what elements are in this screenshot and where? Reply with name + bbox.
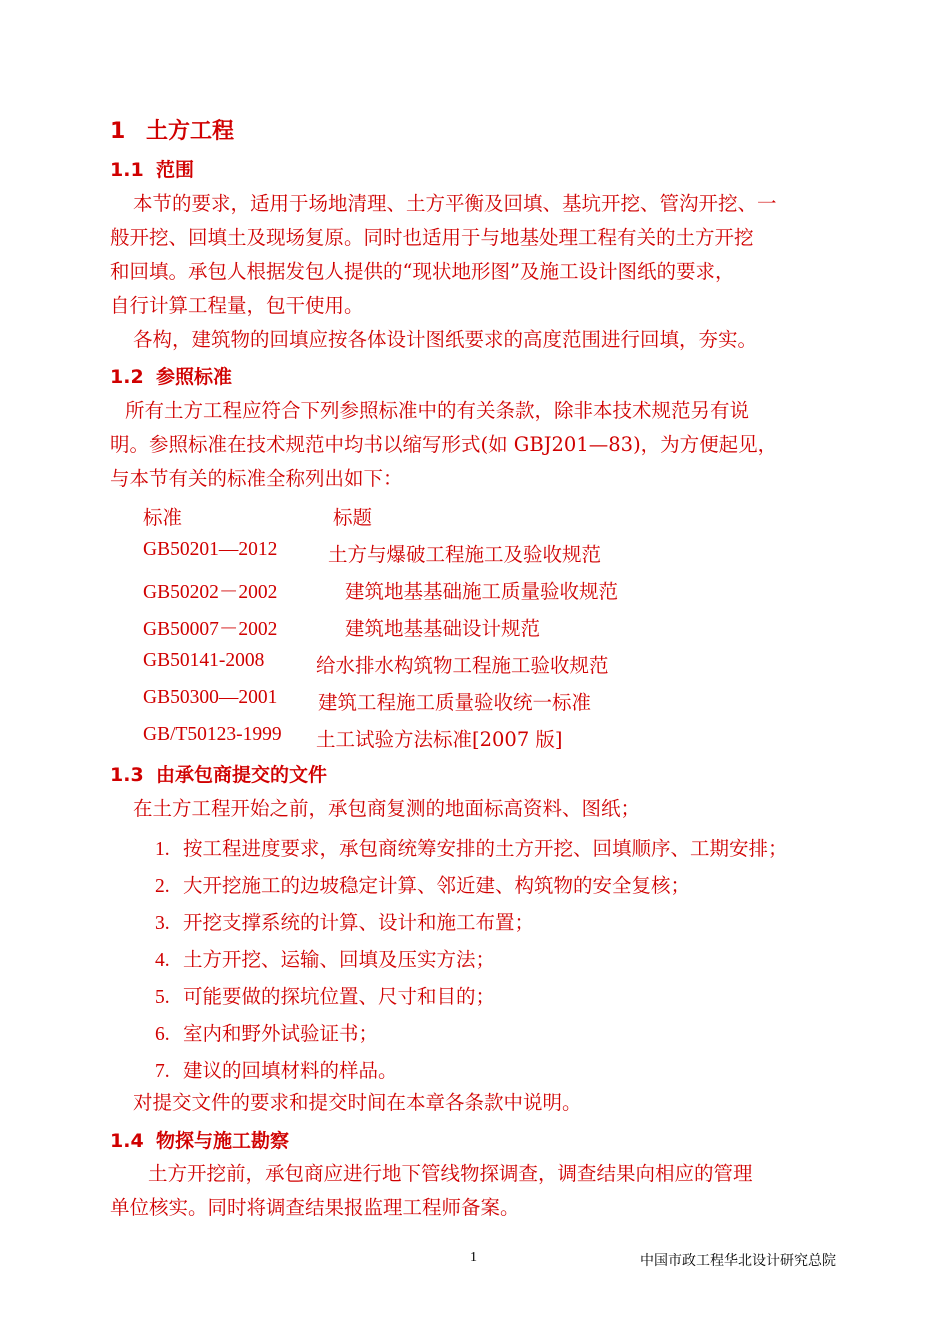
list-item	[155, 833, 788, 861]
standard-code: GB50300—2001	[143, 687, 278, 708]
paragraph-line: 单位核实。同时将调查结果报监理工程师备案。	[110, 1196, 520, 1219]
list-item	[155, 1055, 398, 1083]
paragraph-line: 土方开挖前，承包商应进行地下管线物探调查，调查结果向相应的管理	[148, 1162, 753, 1185]
list-item	[155, 1018, 378, 1046]
subsection-number: 1.4	[110, 1130, 144, 1152]
standard-code: GB50201—2012	[143, 539, 278, 560]
subsection-title: 物探与施工勘察	[156, 1130, 290, 1152]
list-number: 2.	[155, 876, 170, 897]
subsection-heading-standards	[110, 362, 232, 389]
list-number: 7.	[155, 1061, 170, 1082]
list-number: 3.	[155, 913, 170, 934]
paragraph-line: 本节的要求，适用于场地清理、土方平衡及回填、基坑开挖、管沟开挖、一	[133, 192, 777, 215]
subsection-number: 1.3	[110, 764, 144, 786]
list-text: 可能要做的探坑位置、尺寸和目的；	[183, 985, 496, 1008]
list-item	[155, 981, 495, 1009]
standard-title: 土方与爆破工程施工及验收规范	[328, 543, 602, 566]
list-text: 大开挖施工的边坡稳定计算、邻近建、构筑物的安全复核；	[183, 874, 691, 897]
page-number: 1	[470, 1250, 477, 1265]
subsection-heading-scope	[110, 155, 194, 182]
paragraph-line: 明。参照标准在技术规范中均书以缩写形式(如 GBJ201—83)，为方便起见，	[110, 433, 778, 456]
paragraph-line: 和回填。承包人根据发包人提供的“现状地形图”及施工设计图纸的要求，	[110, 260, 735, 283]
standard-title: 土工试验方法标准[2007 版]	[316, 728, 563, 751]
section-heading	[110, 114, 234, 145]
standard-title: 建筑地基基础设计规范	[345, 617, 541, 640]
list-number: 4.	[155, 950, 170, 971]
paragraph-line: 自行计算工程量，包干使用。	[110, 294, 364, 317]
subsection-heading-survey	[110, 1126, 289, 1153]
paragraph-line: 在土方工程开始之前，承包商复测的地面标高资料、图纸；	[133, 797, 641, 820]
standards-header-title: 标题	[333, 506, 373, 529]
section-number: 1	[110, 119, 126, 144]
standard-code: GB50202－2002	[143, 582, 278, 603]
standard-code: GB50141-2008	[143, 650, 265, 671]
subsection-number: 1.1	[110, 159, 144, 181]
standards-header-code: 标准	[143, 506, 183, 529]
paragraph-line: 各构，建筑物的回填应按各体设计图纸要求的高度范围进行回填，夯实。	[133, 328, 758, 351]
list-number: 5.	[155, 987, 170, 1008]
subsection-number: 1.2	[110, 366, 144, 388]
list-item	[155, 944, 495, 972]
footer-organization: 中国市政工程华北设计研究总院	[640, 1253, 836, 1269]
subsection-title: 参照标准	[156, 366, 233, 388]
standard-code: GB50007－2002	[143, 619, 278, 640]
list-number: 1.	[155, 839, 170, 860]
paragraph-line: 对提交文件的要求和提交时间在本章各条款中说明。	[133, 1091, 582, 1114]
standard-title: 建筑地基基础施工质量验收规范	[345, 580, 619, 603]
list-item	[155, 870, 690, 898]
list-text: 按工程进度要求，承包商统筹安排的土方开挖、回填顺序、工期安排；	[183, 837, 788, 860]
list-item	[155, 907, 534, 935]
standard-code: GB/T50123-1999	[143, 724, 282, 745]
list-text: 土方开挖、运输、回填及压实方法；	[183, 948, 496, 971]
standard-title: 建筑工程施工质量验收统一标准	[318, 691, 592, 714]
paragraph-line: 所有土方工程应符合下列参照标准中的有关条款，除非本技术规范另有说	[125, 399, 750, 422]
section-title: 土方工程	[146, 119, 235, 144]
subsection-title: 由承包商提交的文件	[156, 764, 328, 786]
subsection-heading-submittals	[110, 760, 327, 787]
list-text: 开挖支撑系统的计算、设计和施工布置；	[183, 911, 535, 934]
list-text: 室内和野外试验证书；	[183, 1022, 379, 1045]
list-text: 建议的回填材料的样品。	[183, 1059, 398, 1082]
subsection-title: 范围	[156, 159, 195, 181]
paragraph-line: 般开挖、回填土及现场复原。同时也适用于与地基处理工程有关的土方开挖	[110, 226, 754, 249]
paragraph-line: 与本节有关的标准全称列出如下：	[110, 467, 403, 490]
standard-title: 给水排水构筑物工程施工验收规范	[316, 654, 609, 677]
list-number: 6.	[155, 1024, 170, 1045]
